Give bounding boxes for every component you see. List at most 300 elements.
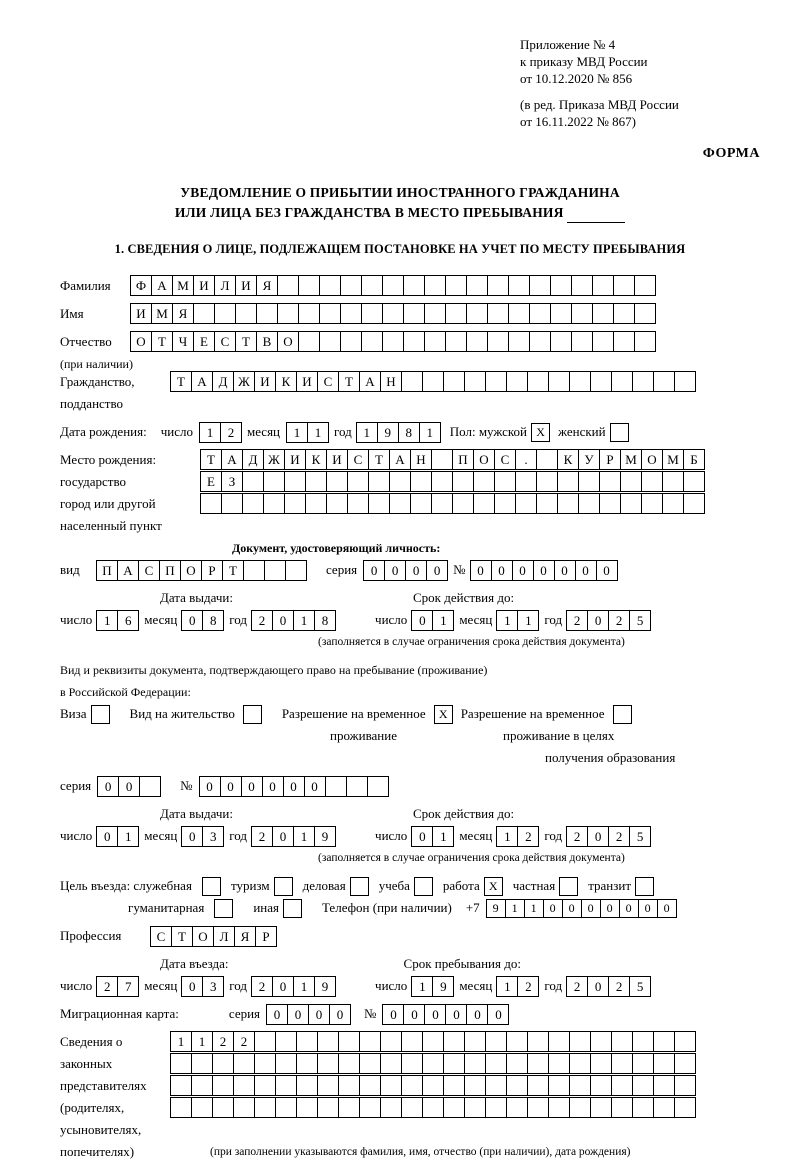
form-cell[interactable]: 0 xyxy=(581,899,601,918)
form-cell[interactable] xyxy=(590,371,612,392)
form-cell[interactable] xyxy=(317,1075,339,1096)
form-cell[interactable]: 0 xyxy=(304,776,326,797)
form-cell[interactable] xyxy=(674,1097,696,1118)
form-cell[interactable] xyxy=(527,1031,549,1052)
legal-rep-input-row1[interactable] xyxy=(170,1031,695,1052)
form-cell[interactable] xyxy=(401,1075,423,1096)
form-cell[interactable]: П xyxy=(96,560,118,581)
form-cell[interactable] xyxy=(464,1053,486,1074)
form-cell[interactable]: 0 xyxy=(384,560,406,581)
form-cell[interactable]: 0 xyxy=(308,1004,330,1025)
form-cell[interactable] xyxy=(506,1031,528,1052)
form-cell[interactable] xyxy=(571,331,593,352)
sex-female-checkbox[interactable] xyxy=(610,423,629,442)
form-cell[interactable] xyxy=(548,1075,570,1096)
form-cell[interactable] xyxy=(296,1031,318,1052)
form-cell[interactable]: 9 xyxy=(314,976,336,997)
form-cell[interactable] xyxy=(592,331,614,352)
doc-series-input[interactable] xyxy=(363,560,447,581)
form-cell[interactable] xyxy=(317,1053,339,1074)
form-cell[interactable] xyxy=(590,1075,612,1096)
stay-until-month-input[interactable] xyxy=(496,976,538,997)
form-cell[interactable]: 2 xyxy=(608,826,630,847)
form-cell[interactable]: И xyxy=(235,275,257,296)
form-cell[interactable] xyxy=(368,471,390,492)
form-cell[interactable] xyxy=(382,303,404,324)
form-cell[interactable] xyxy=(653,371,675,392)
form-cell[interactable]: А xyxy=(359,371,381,392)
form-cell[interactable] xyxy=(529,303,551,324)
form-cell[interactable]: 2 xyxy=(212,1031,234,1052)
form-cell[interactable] xyxy=(325,776,347,797)
birth-day-input[interactable] xyxy=(199,422,241,443)
form-cell[interactable] xyxy=(508,331,530,352)
legal-rep-input-row2[interactable] xyxy=(170,1053,695,1074)
issue-year-input[interactable] xyxy=(251,610,335,631)
form-cell[interactable] xyxy=(242,493,264,514)
form-cell[interactable] xyxy=(298,331,320,352)
form-cell[interactable]: К xyxy=(557,449,579,470)
form-cell[interactable]: 5 xyxy=(629,976,651,997)
form-cell[interactable] xyxy=(653,1097,675,1118)
form-cell[interactable]: 1 xyxy=(496,826,518,847)
surname-input[interactable] xyxy=(130,275,655,296)
form-cell[interactable] xyxy=(662,471,684,492)
form-cell[interactable] xyxy=(634,303,656,324)
form-cell[interactable]: 0 xyxy=(411,826,433,847)
form-cell[interactable]: 0 xyxy=(262,776,284,797)
form-cell[interactable] xyxy=(340,331,362,352)
form-cell[interactable] xyxy=(298,303,320,324)
form-cell[interactable] xyxy=(536,471,558,492)
form-cell[interactable]: 1 xyxy=(286,422,308,443)
form-cell[interactable]: 0 xyxy=(272,976,294,997)
form-cell[interactable]: З xyxy=(221,471,243,492)
form-cell[interactable]: А xyxy=(191,371,213,392)
form-cell[interactable]: 0 xyxy=(424,1004,446,1025)
form-cell[interactable]: 1 xyxy=(505,899,525,918)
form-cell[interactable] xyxy=(361,303,383,324)
purpose-service-checkbox[interactable] xyxy=(202,877,221,896)
form-cell[interactable]: 2 xyxy=(566,610,588,631)
form-cell[interactable]: А xyxy=(151,275,173,296)
form-cell[interactable] xyxy=(284,493,306,514)
form-cell[interactable] xyxy=(170,1075,192,1096)
issue-month-input[interactable] xyxy=(181,610,223,631)
form-cell[interactable] xyxy=(422,1031,444,1052)
form-cell[interactable] xyxy=(367,776,389,797)
form-cell[interactable] xyxy=(443,1097,465,1118)
form-cell[interactable] xyxy=(443,1075,465,1096)
form-cell[interactable] xyxy=(445,331,467,352)
form-cell[interactable] xyxy=(494,471,516,492)
form-cell[interactable] xyxy=(452,493,474,514)
form-cell[interactable] xyxy=(613,303,635,324)
form-cell[interactable]: С xyxy=(214,331,236,352)
entry-day-input[interactable] xyxy=(96,976,138,997)
purpose-transit-checkbox[interactable] xyxy=(635,877,654,896)
form-cell[interactable] xyxy=(275,1097,297,1118)
form-cell[interactable]: 2 xyxy=(566,826,588,847)
form-cell[interactable]: Ж xyxy=(233,371,255,392)
form-cell[interactable] xyxy=(305,493,327,514)
form-cell[interactable]: 9 xyxy=(486,899,506,918)
stay-issue-year-input[interactable] xyxy=(251,826,335,847)
form-cell[interactable]: И xyxy=(326,449,348,470)
form-cell[interactable] xyxy=(527,1053,549,1074)
form-cell[interactable]: 0 xyxy=(575,560,597,581)
form-cell[interactable] xyxy=(611,1075,633,1096)
temp-residence-checkbox[interactable]: Х xyxy=(434,705,453,724)
purpose-work-checkbox[interactable]: Х xyxy=(484,877,503,896)
form-cell[interactable] xyxy=(443,1031,465,1052)
form-cell[interactable]: 0 xyxy=(657,899,677,918)
form-cell[interactable] xyxy=(212,1053,234,1074)
form-cell[interactable] xyxy=(338,1097,360,1118)
form-cell[interactable]: 2 xyxy=(220,422,242,443)
form-cell[interactable] xyxy=(578,471,600,492)
form-cell[interactable] xyxy=(508,303,530,324)
form-cell[interactable] xyxy=(487,303,509,324)
form-cell[interactable] xyxy=(569,1097,591,1118)
form-cell[interactable] xyxy=(403,303,425,324)
form-cell[interactable] xyxy=(613,275,635,296)
form-cell[interactable] xyxy=(298,275,320,296)
form-cell[interactable] xyxy=(263,493,285,514)
form-cell[interactable] xyxy=(653,1075,675,1096)
form-cell[interactable] xyxy=(473,493,495,514)
visa-checkbox[interactable] xyxy=(91,705,110,724)
form-cell[interactable] xyxy=(683,471,705,492)
form-cell[interactable]: 1 xyxy=(524,899,544,918)
form-cell[interactable] xyxy=(264,560,286,581)
form-cell[interactable] xyxy=(464,371,486,392)
form-cell[interactable] xyxy=(359,1053,381,1074)
form-cell[interactable]: Т xyxy=(151,331,173,352)
form-cell[interactable] xyxy=(346,776,368,797)
form-cell[interactable]: 8 xyxy=(202,610,224,631)
form-cell[interactable]: 0 xyxy=(587,976,609,997)
form-cell[interactable]: И xyxy=(193,275,215,296)
form-cell[interactable] xyxy=(620,493,642,514)
form-cell[interactable]: Т xyxy=(200,449,222,470)
form-cell[interactable] xyxy=(485,1097,507,1118)
form-cell[interactable] xyxy=(506,1053,528,1074)
form-cell[interactable] xyxy=(254,1053,276,1074)
form-cell[interactable]: Р xyxy=(255,926,277,947)
form-cell[interactable] xyxy=(254,1097,276,1118)
form-cell[interactable] xyxy=(550,331,572,352)
entry-month-input[interactable] xyxy=(181,976,223,997)
form-cell[interactable] xyxy=(548,1031,570,1052)
form-cell[interactable] xyxy=(634,331,656,352)
birthplace-input-row3[interactable] xyxy=(200,493,704,514)
form-cell[interactable] xyxy=(401,1031,423,1052)
form-cell[interactable]: Е xyxy=(193,331,215,352)
form-cell[interactable] xyxy=(214,303,236,324)
form-cell[interactable]: 9 xyxy=(377,422,399,443)
form-cell[interactable]: 0 xyxy=(181,610,203,631)
form-cell[interactable]: О xyxy=(192,926,214,947)
stay-issue-month-input[interactable] xyxy=(181,826,223,847)
form-cell[interactable] xyxy=(389,471,411,492)
form-cell[interactable]: 1 xyxy=(307,422,329,443)
form-cell[interactable]: М xyxy=(620,449,642,470)
form-cell[interactable]: О xyxy=(130,331,152,352)
form-cell[interactable]: 0 xyxy=(426,560,448,581)
form-cell[interactable]: 0 xyxy=(445,1004,467,1025)
form-cell[interactable]: 0 xyxy=(118,776,140,797)
form-cell[interactable]: Д xyxy=(242,449,264,470)
form-cell[interactable]: 1 xyxy=(496,610,518,631)
doc-number-input[interactable] xyxy=(470,560,617,581)
form-cell[interactable] xyxy=(464,1097,486,1118)
form-cell[interactable] xyxy=(653,1053,675,1074)
form-cell[interactable] xyxy=(466,275,488,296)
form-cell[interactable] xyxy=(641,471,663,492)
form-cell[interactable] xyxy=(380,1053,402,1074)
form-cell[interactable]: А xyxy=(389,449,411,470)
form-cell[interactable] xyxy=(550,275,572,296)
form-cell[interactable] xyxy=(403,275,425,296)
form-cell[interactable]: М xyxy=(662,449,684,470)
form-cell[interactable] xyxy=(590,1053,612,1074)
form-cell[interactable]: 9 xyxy=(314,826,336,847)
form-cell[interactable] xyxy=(277,275,299,296)
form-cell[interactable]: 0 xyxy=(470,560,492,581)
form-cell[interactable]: 0 xyxy=(587,826,609,847)
form-cell[interactable] xyxy=(317,1031,339,1052)
stay-valid-month-input[interactable] xyxy=(496,826,538,847)
form-cell[interactable]: 0 xyxy=(403,1004,425,1025)
form-cell[interactable] xyxy=(632,371,654,392)
form-cell[interactable] xyxy=(338,1075,360,1096)
form-cell[interactable]: Я xyxy=(172,303,194,324)
form-cell[interactable]: Н xyxy=(410,449,432,470)
form-cell[interactable]: 0 xyxy=(487,1004,509,1025)
form-cell[interactable]: М xyxy=(172,275,194,296)
form-cell[interactable] xyxy=(277,303,299,324)
purpose-study-checkbox[interactable] xyxy=(414,877,433,896)
form-cell[interactable]: О xyxy=(473,449,495,470)
form-cell[interactable] xyxy=(389,493,411,514)
form-cell[interactable] xyxy=(424,331,446,352)
form-cell[interactable]: И xyxy=(130,303,152,324)
valid-year-input[interactable] xyxy=(566,610,650,631)
form-cell[interactable]: 0 xyxy=(543,899,563,918)
form-cell[interactable] xyxy=(674,1031,696,1052)
edu-residence-checkbox[interactable] xyxy=(613,705,632,724)
form-cell[interactable] xyxy=(422,1097,444,1118)
form-cell[interactable] xyxy=(632,1053,654,1074)
form-cell[interactable]: 0 xyxy=(96,826,118,847)
form-cell[interactable]: 2 xyxy=(233,1031,255,1052)
form-cell[interactable] xyxy=(380,1031,402,1052)
form-cell[interactable] xyxy=(200,493,222,514)
form-cell[interactable] xyxy=(191,1075,213,1096)
form-cell[interactable]: М xyxy=(151,303,173,324)
form-cell[interactable] xyxy=(242,471,264,492)
form-cell[interactable] xyxy=(487,275,509,296)
form-cell[interactable]: 0 xyxy=(220,776,242,797)
form-cell[interactable] xyxy=(359,1097,381,1118)
form-cell[interactable] xyxy=(361,331,383,352)
form-cell[interactable]: 2 xyxy=(251,610,273,631)
form-cell[interactable] xyxy=(466,303,488,324)
form-cell[interactable] xyxy=(347,471,369,492)
purpose-tourism-checkbox[interactable] xyxy=(274,877,293,896)
form-cell[interactable] xyxy=(403,331,425,352)
form-cell[interactable] xyxy=(674,371,696,392)
form-cell[interactable] xyxy=(592,303,614,324)
form-cell[interactable] xyxy=(424,303,446,324)
form-cell[interactable] xyxy=(611,1031,633,1052)
form-cell[interactable]: 0 xyxy=(638,899,658,918)
form-cell[interactable]: 1 xyxy=(170,1031,192,1052)
form-cell[interactable]: 0 xyxy=(533,560,555,581)
form-cell[interactable]: У xyxy=(578,449,600,470)
stay-until-day-input[interactable] xyxy=(411,976,453,997)
form-cell[interactable]: 7 xyxy=(117,976,139,997)
form-cell[interactable] xyxy=(569,1075,591,1096)
form-cell[interactable] xyxy=(275,1031,297,1052)
form-cell[interactable] xyxy=(569,1053,591,1074)
form-cell[interactable] xyxy=(592,275,614,296)
form-cell[interactable] xyxy=(674,1075,696,1096)
form-cell[interactable] xyxy=(410,471,432,492)
form-cell[interactable] xyxy=(410,493,432,514)
form-cell[interactable] xyxy=(527,371,549,392)
form-cell[interactable] xyxy=(193,303,215,324)
form-cell[interactable]: 1 xyxy=(356,422,378,443)
birthplace-input-row2[interactable] xyxy=(200,471,704,492)
form-cell[interactable] xyxy=(319,275,341,296)
form-cell[interactable]: Н xyxy=(380,371,402,392)
stay-valid-day-input[interactable] xyxy=(411,826,453,847)
form-cell[interactable]: 0 xyxy=(363,560,385,581)
stay-number-input[interactable] xyxy=(199,776,388,797)
form-cell[interactable]: 1 xyxy=(96,610,118,631)
form-cell[interactable]: 0 xyxy=(287,1004,309,1025)
form-cell[interactable]: 1 xyxy=(117,826,139,847)
form-cell[interactable]: С xyxy=(317,371,339,392)
form-cell[interactable] xyxy=(611,1053,633,1074)
form-cell[interactable] xyxy=(571,275,593,296)
form-cell[interactable] xyxy=(473,471,495,492)
form-cell[interactable] xyxy=(422,371,444,392)
form-cell[interactable] xyxy=(233,1053,255,1074)
form-cell[interactable] xyxy=(212,1075,234,1096)
form-cell[interactable]: 1 xyxy=(432,826,454,847)
form-cell[interactable]: 0 xyxy=(181,976,203,997)
form-cell[interactable]: Ж xyxy=(263,449,285,470)
form-cell[interactable] xyxy=(422,1075,444,1096)
form-cell[interactable]: Т xyxy=(338,371,360,392)
form-cell[interactable] xyxy=(529,331,551,352)
form-cell[interactable] xyxy=(305,471,327,492)
form-cell[interactable]: Т xyxy=(222,560,244,581)
form-cell[interactable]: Т xyxy=(368,449,390,470)
form-cell[interactable] xyxy=(296,1053,318,1074)
form-cell[interactable]: 2 xyxy=(566,976,588,997)
form-cell[interactable]: К xyxy=(275,371,297,392)
form-cell[interactable] xyxy=(340,275,362,296)
form-cell[interactable]: А xyxy=(221,449,243,470)
form-cell[interactable] xyxy=(359,1075,381,1096)
form-cell[interactable]: О xyxy=(277,331,299,352)
form-cell[interactable] xyxy=(431,493,453,514)
form-cell[interactable] xyxy=(347,493,369,514)
form-cell[interactable] xyxy=(233,1097,255,1118)
form-cell[interactable] xyxy=(424,275,446,296)
form-cell[interactable]: Я xyxy=(234,926,256,947)
form-cell[interactable]: 3 xyxy=(202,826,224,847)
form-cell[interactable] xyxy=(599,493,621,514)
form-cell[interactable] xyxy=(285,560,307,581)
form-cell[interactable] xyxy=(319,303,341,324)
form-cell[interactable] xyxy=(485,371,507,392)
form-cell[interactable] xyxy=(613,331,635,352)
form-cell[interactable] xyxy=(485,1031,507,1052)
form-cell[interactable] xyxy=(382,275,404,296)
form-cell[interactable]: 2 xyxy=(251,826,273,847)
form-cell[interactable]: Р xyxy=(201,560,223,581)
legal-rep-input-row4[interactable] xyxy=(170,1097,695,1118)
form-cell[interactable] xyxy=(235,303,257,324)
form-cell[interactable]: С xyxy=(494,449,516,470)
form-cell[interactable] xyxy=(191,1053,213,1074)
form-cell[interactable] xyxy=(506,1075,528,1096)
form-cell[interactable]: 0 xyxy=(199,776,221,797)
form-cell[interactable]: 1 xyxy=(432,610,454,631)
form-cell[interactable] xyxy=(263,471,285,492)
form-cell[interactable]: И xyxy=(296,371,318,392)
form-cell[interactable] xyxy=(536,449,558,470)
form-cell[interactable] xyxy=(326,493,348,514)
form-cell[interactable]: Р xyxy=(599,449,621,470)
stay-until-year-input[interactable] xyxy=(566,976,650,997)
form-cell[interactable] xyxy=(508,275,530,296)
form-cell[interactable] xyxy=(485,1053,507,1074)
form-cell[interactable]: 0 xyxy=(411,610,433,631)
form-cell[interactable] xyxy=(683,493,705,514)
form-cell[interactable] xyxy=(548,1097,570,1118)
form-cell[interactable]: 2 xyxy=(517,976,539,997)
form-cell[interactable]: 0 xyxy=(241,776,263,797)
form-cell[interactable]: 2 xyxy=(251,976,273,997)
form-cell[interactable] xyxy=(632,1075,654,1096)
form-cell[interactable] xyxy=(620,471,642,492)
form-cell[interactable] xyxy=(380,1097,402,1118)
form-cell[interactable] xyxy=(634,275,656,296)
form-cell[interactable]: 2 xyxy=(96,976,118,997)
form-cell[interactable] xyxy=(452,471,474,492)
form-cell[interactable] xyxy=(536,493,558,514)
stay-issue-day-input[interactable] xyxy=(96,826,138,847)
form-cell[interactable]: 6 xyxy=(117,610,139,631)
form-cell[interactable] xyxy=(221,493,243,514)
form-cell[interactable] xyxy=(284,471,306,492)
stay-valid-year-input[interactable] xyxy=(566,826,650,847)
form-cell[interactable] xyxy=(254,1075,276,1096)
purpose-other-checkbox[interactable] xyxy=(283,899,302,918)
form-cell[interactable]: 0 xyxy=(619,899,639,918)
form-cell[interactable] xyxy=(445,275,467,296)
migration-series-input[interactable] xyxy=(266,1004,350,1025)
form-cell[interactable]: 0 xyxy=(554,560,576,581)
form-cell[interactable] xyxy=(653,1031,675,1052)
form-cell[interactable] xyxy=(590,1031,612,1052)
